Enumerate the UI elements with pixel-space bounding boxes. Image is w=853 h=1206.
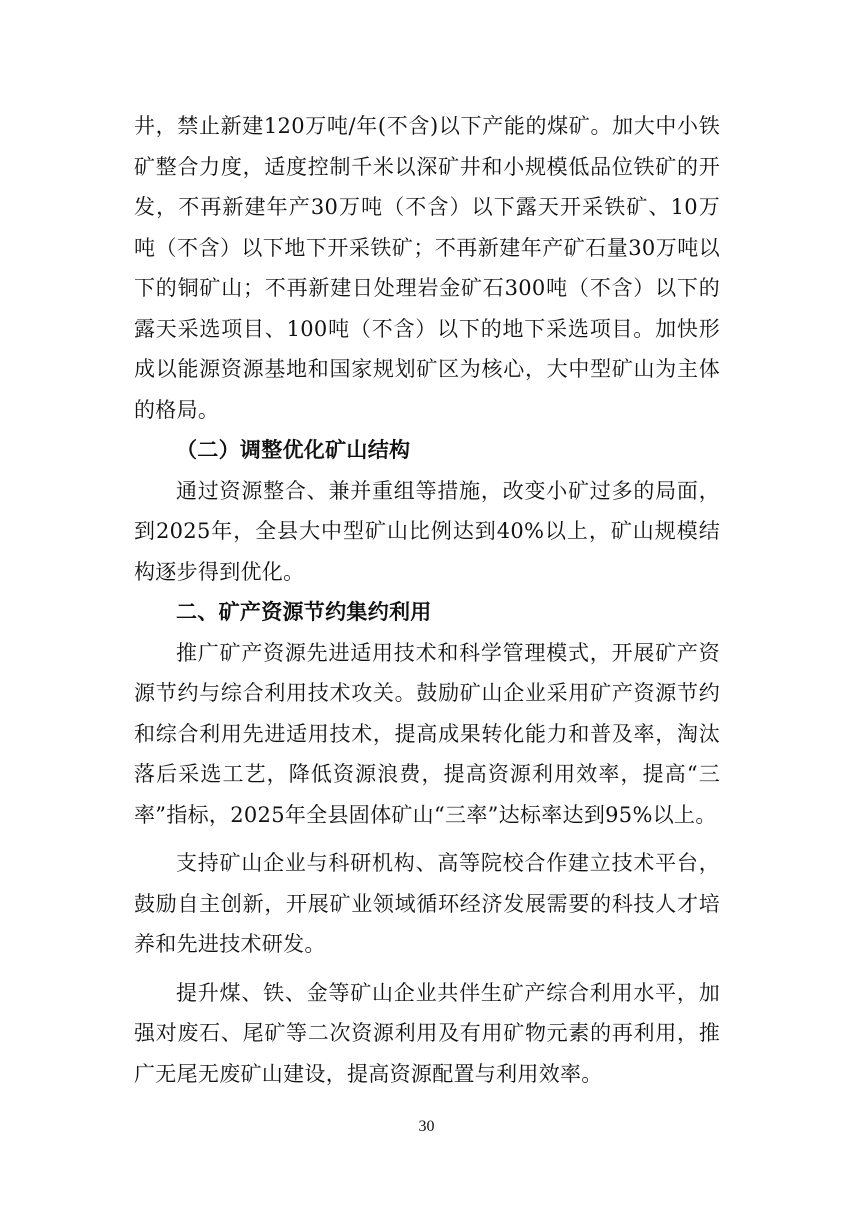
section-heading-mine-structure: （二）调整优化矿山结构 bbox=[176, 437, 411, 462]
document-body bbox=[134, 106, 720, 1094]
paragraph-research-cooperation: 支持矿山企业与科研机构、高等院校合作建立技术平台，鼓励自主创新，开展矿业领域循环经济发展需要的科技人才培养和先进技术研发。 bbox=[134, 851, 720, 956]
paragraph-advanced-technology: 推广矿产资源先进适用技术和科学管理模式，开展矿产资源节约与综合利用技术攻关。鼓励矿山企业采用矿产资源节约和综合利用先进适用技术，提高成果转化能力和普及率，淘汰落后采选工艺，降低资源浪费，提高资源利用效率，提高“三率”指标，2025年全县固体矿山“三率”达标率达到95%以上。 bbox=[134, 640, 720, 827]
paragraph-coal-iron-copper-gold-limits: 井，禁止新建120万吨/年(不含)以下产能的煤矿。加大中小铁矿整合力度，适度控制千米以深矿井和小规模低品位铁矿的开发，不再新建年产30万吨（不含）以下露天开采铁矿、10万吨（不含）以下地下开采铁矿；不再新建年产矿石量30万吨以下的铜矿山；不再新建日处理岩金矿石300吨（不含）以下的露天采选项目、100吨（不含）以下的地下采选项目。加快形成以能源资源基地和国家规划矿区为核心，大中型矿山为主体的格局。 bbox=[134, 114, 720, 422]
paragraph-resource-integration: 通过资源整合、兼并重组等措施，改变小矿过多的局面，到2025年，全县大中型矿山比例达到40%以上，矿山规模结构逐步得到优化。 bbox=[134, 478, 720, 584]
page-number: 30 bbox=[418, 1118, 435, 1135]
section-heading-resource-conservation: 二、矿产资源节约集约利用 bbox=[176, 599, 432, 624]
paragraph-comprehensive-utilization: 提升煤、铁、金等矿山企业共伴生矿产综合利用水平，加强对废石、尾矿等二次资源利用及有用矿物元素的再利用，推广无尾无废矿山建设，提高资源配置与利用效率。 bbox=[134, 980, 720, 1086]
